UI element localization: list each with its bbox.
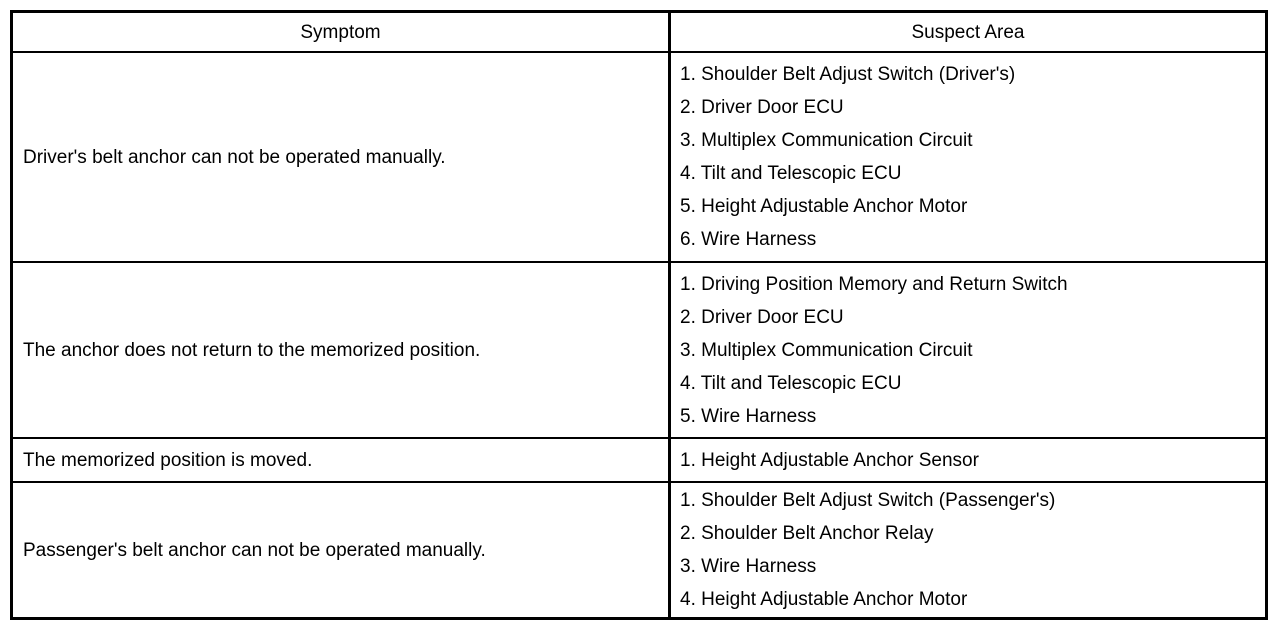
symptom-cell: Passenger's belt anchor can not be operated manually.	[13, 483, 671, 617]
suspect-item: 2. Shoulder Belt Anchor Relay	[680, 523, 934, 544]
suspect-item: 3. Multiplex Communication Circuit	[680, 339, 973, 361]
suspect-area-cell	[671, 439, 1265, 481]
suspect-list	[680, 444, 1265, 477]
symptom-cell: Driver's belt anchor can not be operated manually.	[13, 53, 671, 261]
table-row	[13, 483, 1265, 617]
table-row	[13, 53, 1265, 263]
table-header-row	[13, 13, 1265, 53]
suspect-area-cell	[671, 483, 1265, 617]
suspect-item: 4. Tilt and Telescopic ECU	[680, 372, 902, 394]
suspect-list	[680, 484, 1265, 616]
symptom-table	[10, 10, 1268, 620]
suspect-item: 6. Wire Harness	[680, 229, 817, 250]
suspect-item: 1. Driving Position Memory and Return Switch	[680, 273, 1068, 295]
suspect-item: 4. Height Adjustable Anchor Motor	[680, 589, 968, 610]
symptom-column-header: Symptom	[13, 13, 671, 51]
suspect-item: 1. Shoulder Belt Adjust Switch (Driver's)	[680, 64, 1016, 85]
suspect-item: 4. Tilt and Telescopic ECU	[680, 163, 902, 184]
suspect-list	[680, 268, 1265, 433]
table-row	[13, 263, 1265, 439]
suspect-area-column-header: Suspect Area	[911, 21, 1025, 43]
suspect-item: 2. Driver Door ECU	[680, 97, 844, 118]
suspect-item: 1. Height Adjustable Anchor Sensor	[680, 449, 979, 471]
suspect-item: 5. Height Adjustable Anchor Motor	[680, 196, 968, 217]
symptom-cell: The anchor does not return to the memorized position.	[13, 263, 671, 437]
suspect-area-cell	[671, 263, 1265, 437]
suspect-item: 1. Shoulder Belt Adjust Switch (Passenger's)	[680, 490, 1056, 511]
symptom-cell: The memorized position is moved.	[13, 439, 671, 481]
suspect-item: 5. Wire Harness	[680, 405, 817, 427]
suspect-item: 3. Multiplex Communication Circuit	[680, 130, 973, 151]
suspect-area-cell	[671, 53, 1265, 261]
table-row	[13, 439, 1265, 483]
suspect-item: 2. Driver Door ECU	[680, 306, 844, 328]
suspect-list	[680, 58, 1265, 256]
suspect-item: 3. Wire Harness	[680, 556, 817, 577]
